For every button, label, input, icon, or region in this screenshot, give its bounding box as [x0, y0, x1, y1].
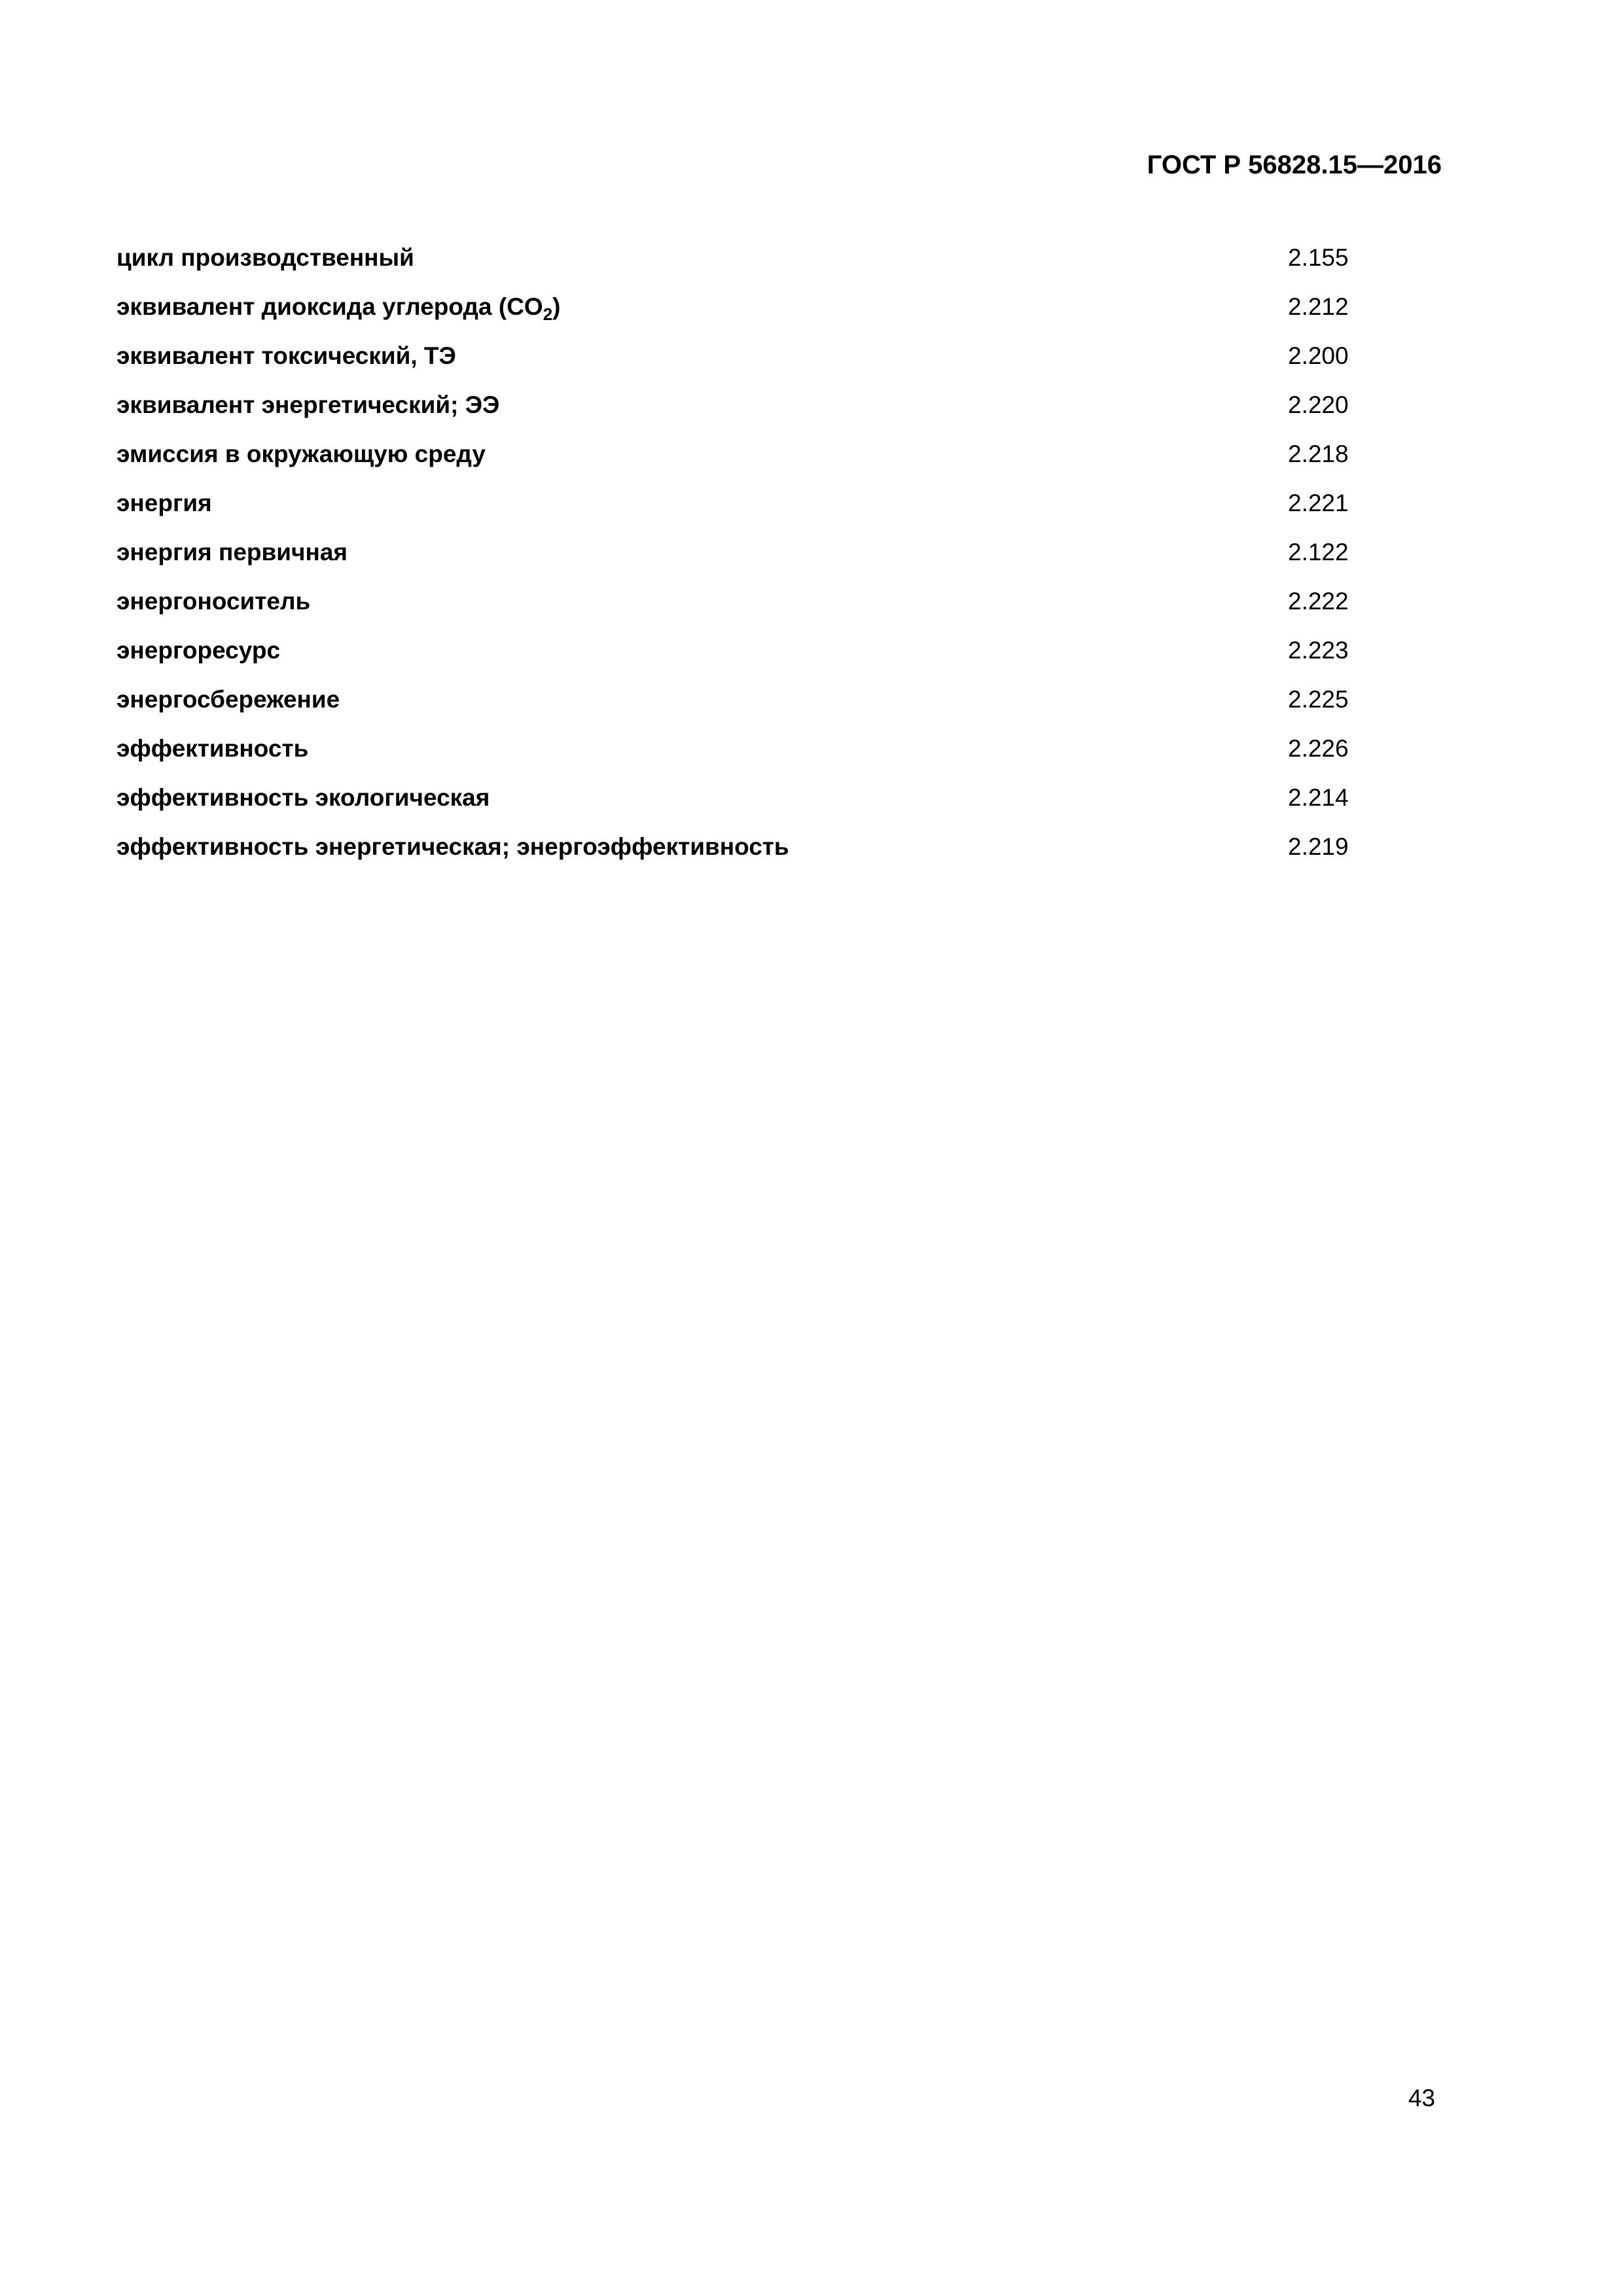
- index-entry: [116, 829, 1360, 878]
- index-term: эффективность энергетическая; энергоэффективность: [116, 833, 789, 860]
- index-term: эмиссия в окружающую среду: [116, 440, 486, 467]
- index-ref: 2.218: [1288, 440, 1349, 467]
- index-entry: [116, 436, 1360, 485]
- index-term: энергия первичная: [116, 539, 348, 565]
- index-term: [116, 289, 561, 325]
- index-ref: 2.155: [1288, 244, 1349, 271]
- index-term: эквивалент энергетический; ЭЭ: [116, 391, 500, 418]
- document-code: ГОСТ Р 56828.15—2016: [1147, 151, 1442, 179]
- term-index-list: [116, 240, 1360, 878]
- index-ref: 2.219: [1288, 833, 1349, 860]
- index-term: энергосбережение: [116, 686, 340, 713]
- index-ref: 2.223: [1288, 637, 1349, 664]
- index-entry: [116, 681, 1360, 730]
- index-entry: [116, 387, 1360, 436]
- index-ref: 2.214: [1288, 784, 1349, 811]
- index-ref: 2.212: [1288, 293, 1349, 320]
- index-term: эффективность: [116, 735, 309, 762]
- index-term-tail: ): [552, 293, 561, 320]
- index-ref: 2.200: [1288, 342, 1349, 369]
- index-term-text: эквивалент диоксида углерода (CO: [116, 293, 543, 320]
- index-term: эквивалент токсический, ТЭ: [116, 342, 456, 369]
- page-number: 43: [1408, 2085, 1435, 2111]
- index-term: энергоресурс: [116, 637, 281, 664]
- index-ref: 2.226: [1288, 735, 1349, 762]
- index-term-subscript: 2: [543, 304, 553, 324]
- index-ref: 2.221: [1288, 490, 1349, 516]
- index-term: энергоноситель: [116, 588, 311, 615]
- index-entry: [116, 338, 1360, 387]
- index-entry: [116, 780, 1360, 829]
- index-entry: [116, 240, 1360, 289]
- index-entry: [116, 534, 1360, 583]
- index-entry: [116, 730, 1360, 780]
- index-ref: 2.220: [1288, 391, 1349, 418]
- index-ref: 2.122: [1288, 539, 1349, 565]
- index-ref: 2.225: [1288, 686, 1349, 713]
- index-entry: [116, 485, 1360, 534]
- index-term: цикл производственный: [116, 244, 414, 271]
- index-term: энергия: [116, 490, 212, 516]
- index-term: эффективность экологическая: [116, 784, 490, 811]
- index-entry: [116, 632, 1360, 681]
- index-entry: [116, 289, 1360, 338]
- index-ref: 2.222: [1288, 588, 1349, 615]
- index-entry: [116, 583, 1360, 632]
